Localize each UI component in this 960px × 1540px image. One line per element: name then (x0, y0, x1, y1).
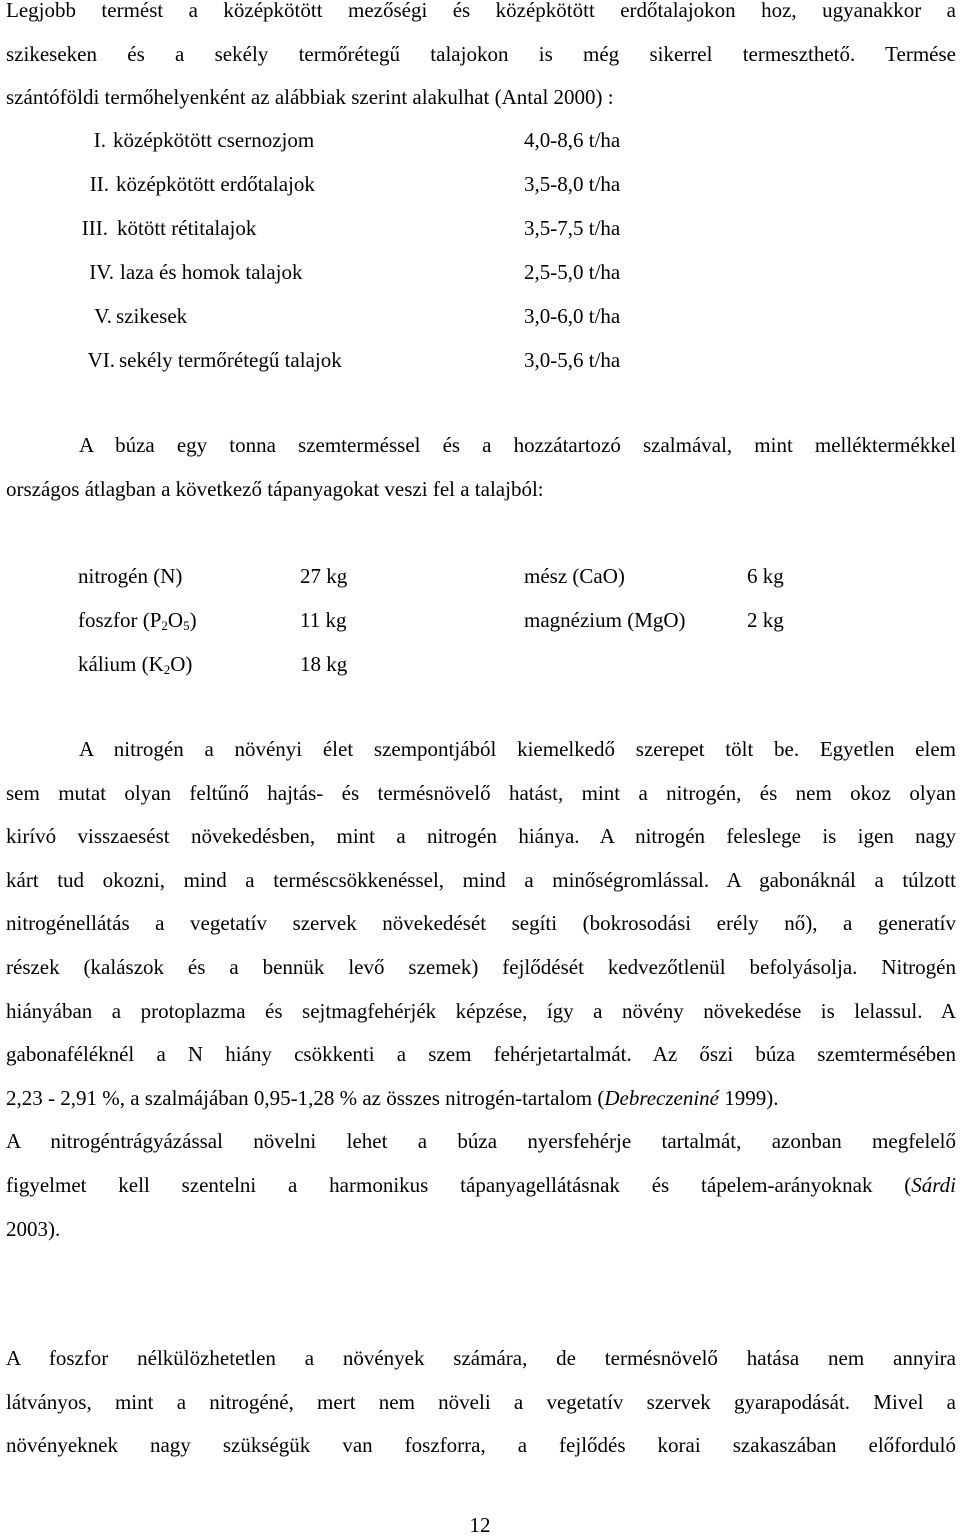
yield-row (0, 250, 960, 294)
nitrogen-line: gabonaféléknél a N hiány csökkenti a szem fehérjetartalmát. Az őszi búza szemtermésében (6, 1042, 956, 1067)
nutrient-name (78, 642, 192, 686)
intro-line-2: szikeseken és a sekély termőrétegű talajokon is még sikerrel termeszthető. Termése (6, 41, 956, 66)
yield-soil-name: szikesek (116, 304, 188, 328)
intro-line-3: szántóföldi termőhelyenként az alábbiak szerint alakulhat (Antal 2000) : (6, 85, 614, 110)
yield-value: 3,0-5,6 t/ha (524, 348, 621, 372)
nutrient-amount: 27 kg (300, 564, 348, 588)
nutrient-name-part: O) (170, 652, 193, 676)
nutrient-amount: 18 kg (300, 652, 348, 676)
nutrient-name: nitrogén (N) (78, 564, 183, 588)
yield-soil-name: középkötött csernozjom (113, 128, 315, 152)
nitrogen-line: sem mutat olyan feltűnő hajtás- és termésnövelő hatást, mint a nitrogén, és nem okoz olyan (6, 780, 956, 805)
subscript: 2 (161, 618, 168, 633)
yield-row (0, 206, 960, 250)
intro-line-1: Legjobb termést a középkötött mezőségi és középkötött erdőtalajokon hoz, ugyanakkor a (6, 0, 956, 22)
nutrient-name: magnézium (MgO) (524, 608, 686, 632)
nutrient-row (0, 554, 960, 598)
yield-value: 3,5-7,5 t/ha (524, 216, 621, 240)
nutrient-name (78, 598, 197, 642)
nitrogen-line (6, 1164, 956, 1208)
nutrient-row (0, 598, 960, 642)
yield-soil-name: sekély termőrétegű talajok (119, 348, 342, 372)
intro-paragraph (6, 0, 956, 120)
yield-row (0, 162, 960, 206)
nitrogen-paragraph (6, 728, 956, 1251)
subscript: 2 (163, 662, 171, 677)
nitrogen-line: A nitrogéntrágyázással növelni lehet a búza nyersfehérje tartalmát, azonban megfelelő (6, 1129, 956, 1154)
nitrogen-line: hiányában a protoplazma és sejtmagfehérjék képzése, így a növény növekedése is lelassul. A (6, 998, 956, 1023)
yield-number: II. (89, 172, 109, 196)
yield-number: VI. (87, 348, 115, 372)
nitrogen-line: kirívó visszaesést növekedésben, mint a nitrogén hiánya. A nitrogén feleslege is igen nagy (6, 824, 956, 849)
phosphorus-paragraph (6, 1337, 956, 1468)
yield-value: 3,5-8,0 t/ha (524, 172, 621, 196)
citation-year: 1999). (719, 1085, 779, 1110)
nutrient-name-part: O (167, 608, 184, 632)
nutrient-amount: 2 kg (747, 608, 784, 632)
citation-author: Sárdi (911, 1172, 956, 1197)
nutrient-name-part: kálium (K (78, 652, 164, 676)
yield-soil-name: középkötött erdőtalajok (116, 172, 315, 196)
nitrogen-line-text: 2,23 - 2,91 %, a szalmájában 0,95-1,28 % az összes nitrogén-tartalom ( (6, 1085, 605, 1110)
nitrogen-line (6, 728, 956, 772)
yield-number: I. (93, 128, 106, 152)
phosphorus-line: növényeknek nagy szükségük van foszforra, a fejlődés korai szakaszában előforduló (6, 1433, 956, 1458)
uptake-line-1 (6, 424, 956, 468)
subscript: 5 (183, 618, 190, 633)
yield-number: V. (94, 304, 112, 328)
nutrient-amount: 6 kg (747, 564, 784, 588)
yield-value: 2,5-5,0 t/ha (524, 260, 621, 284)
nitrogen-line: részek (kalászok és a bennük levő szemek) fejlődését kedvezőtlenül befolyásolja. Nitrogén (6, 954, 956, 979)
nutrient-name: mész (CaO) (524, 564, 625, 588)
nutrient-name-part: foszfor (P (78, 608, 162, 632)
uptake-paragraph (6, 424, 956, 511)
uptake-line-1-text: A búza egy tonna szemterméssel és a hozzátartozó szalmával, mint melléktermékkel (79, 433, 956, 457)
yield-number: III. (81, 216, 108, 240)
yield-row (0, 118, 960, 162)
yield-value: 4,0-8,6 t/ha (524, 128, 621, 152)
nitrogen-line: kárt tud okozni, mind a terméscsökkenéssel, mind a minőségromlással. A gabonáknál a túlzott (6, 867, 956, 892)
yield-value: 3,0-6,0 t/ha (524, 304, 621, 328)
yield-soil-name: laza és homok talajok (120, 260, 303, 284)
nutrient-row (0, 642, 960, 686)
nitrogen-line: nitrogénellátás a vegetatív szervek növekedését segíti (bokrosodási erély nő), a generatív (6, 911, 956, 936)
yield-row (0, 338, 960, 382)
yield-soil-name: kötött rétitalajok (117, 216, 257, 240)
phosphorus-line: A foszfor nélkülözhetetlen a növények számára, de termésnövelő hatása nem annyira (6, 1346, 956, 1370)
citation-author: Debreczeniné (604, 1085, 719, 1110)
nitrogen-line-text: figyelmet kell szentelni a harmonikus tápanyagellátásnak és tápelem-arányoknak ( (6, 1172, 912, 1197)
phosphorus-line: látványos, mint a nitrogéné, mert nem növeli a vegetatív szervek gyarapodását. Mivel a (6, 1389, 956, 1414)
nitrogen-line-text: A nitrogén a növényi élet szempontjából kiemelkedő szerepet tölt be. Egyetlen elem (79, 737, 956, 761)
yield-row (0, 294, 960, 338)
nutrient-name-part: ) (189, 608, 197, 632)
uptake-line-2: országos átlagban a következő tápanyagokat veszi fel a talajból: (6, 476, 544, 501)
nutrient-amount: 11 kg (300, 608, 347, 632)
nitrogen-line: 2003). (6, 1216, 61, 1241)
nitrogen-line (6, 1077, 956, 1121)
page-number: 12 (469, 1513, 491, 1537)
yield-number: IV. (89, 260, 114, 284)
